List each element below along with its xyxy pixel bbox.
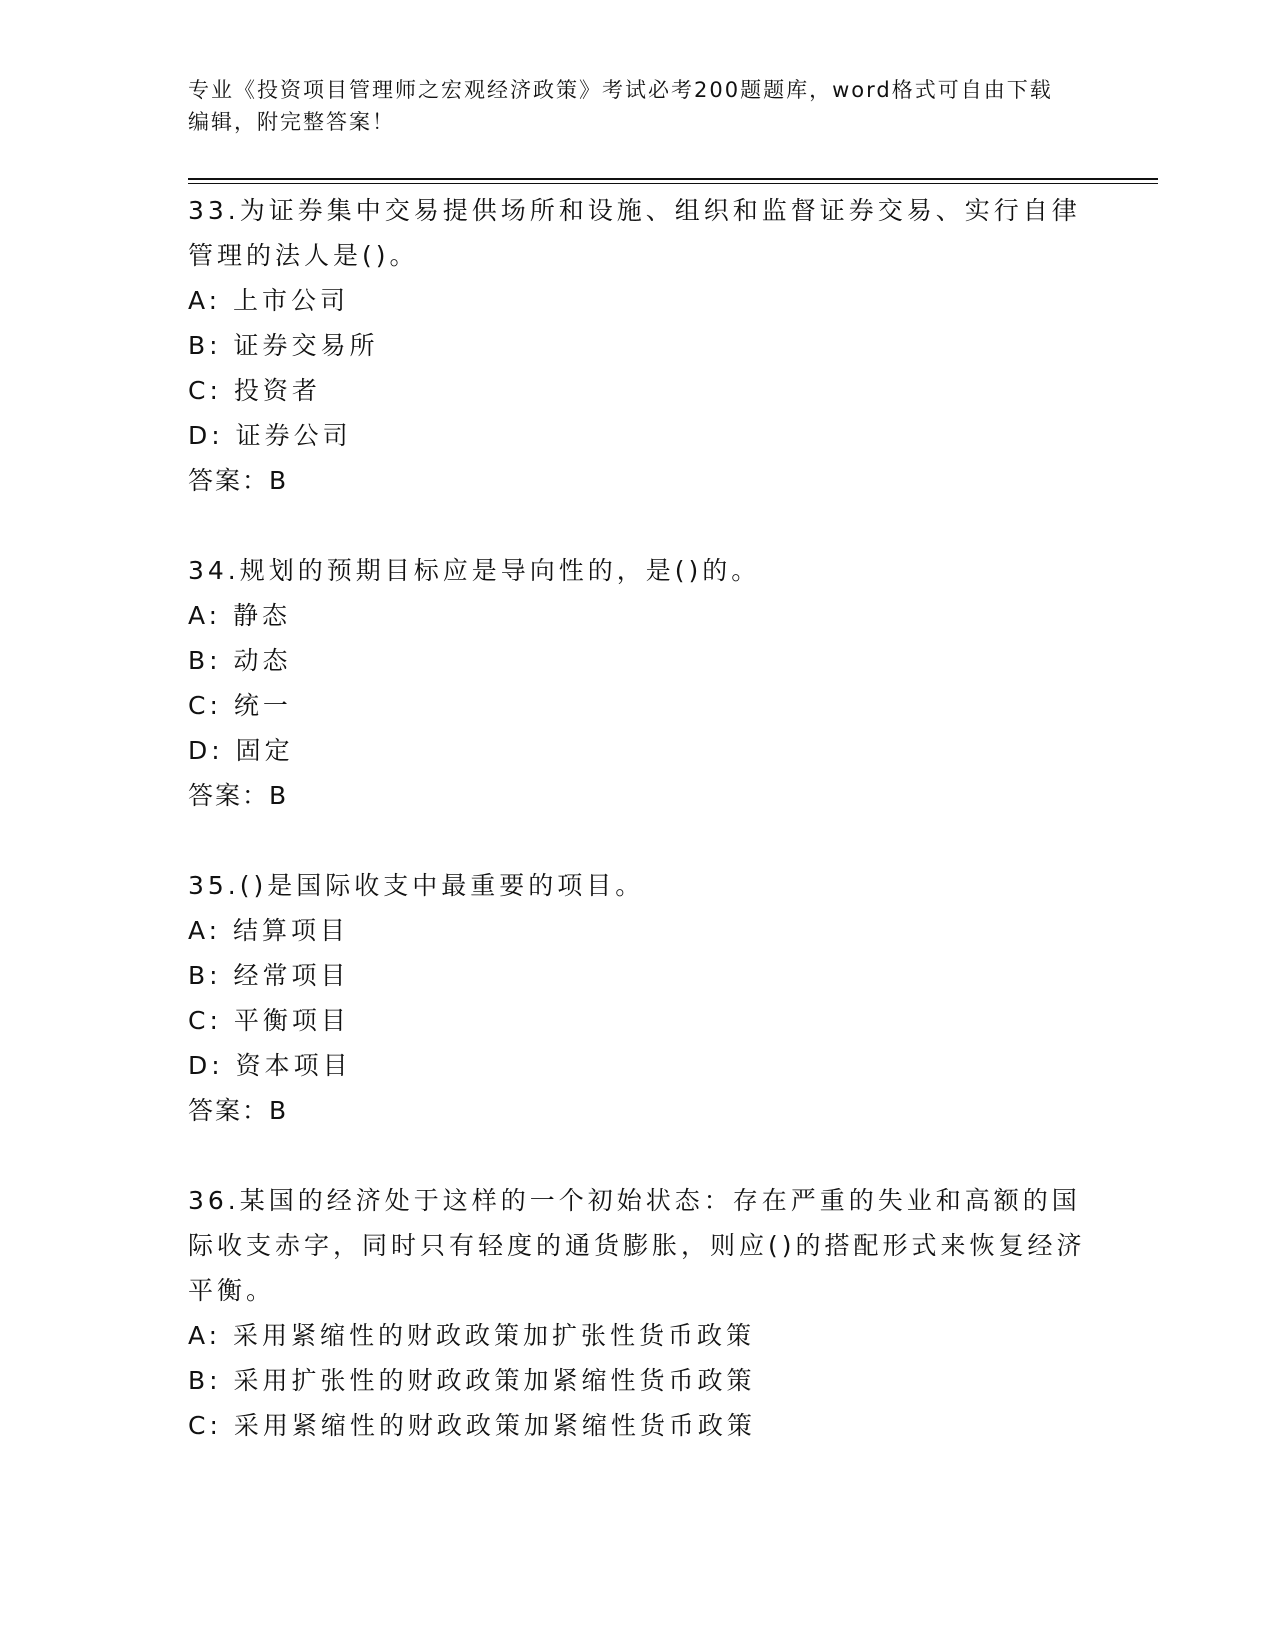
- option-b: B: 动态: [188, 646, 292, 675]
- answer-line: 答案：B: [188, 1096, 289, 1125]
- option-a: A: 上市公司: [188, 286, 350, 315]
- question-33: [188, 188, 1088, 503]
- answer-line: 答案：B: [188, 466, 289, 495]
- option-c: C: 平衡项目: [188, 1006, 350, 1035]
- question-36: [188, 1178, 1088, 1448]
- question-34: [188, 548, 1088, 818]
- question-stem: 35.()是国际收支中最重要的项目。: [188, 871, 645, 900]
- question-list: [188, 188, 1088, 1493]
- option-b: B: 经常项目: [188, 961, 350, 990]
- answer-line: 答案：B: [188, 781, 289, 810]
- option-b: B: 证券交易所: [188, 331, 379, 360]
- option-c: C: 采用紧缩性的财政政策加紧缩性货币政策: [188, 1411, 756, 1440]
- option-c: C: 统一: [188, 691, 292, 720]
- option-d: D: 资本项目: [188, 1051, 352, 1080]
- question-stem: 33.为证券集中交易提供场所和设施、组织和监督证券交易、实行自律管理的法人是()。: [188, 196, 1081, 270]
- question-stem: 34.规划的预期目标应是导向性的，是()的。: [188, 556, 761, 585]
- header-divider-thick: [188, 178, 1158, 180]
- option-a: A: 结算项目: [188, 916, 350, 945]
- option-d: D: 固定: [188, 736, 294, 765]
- option-c: C: 投资者: [188, 376, 321, 405]
- header-divider-thin: [188, 183, 1158, 184]
- document-header: 专业《投资项目管理师之宏观经济政策》考试必考200题题库，word格式可自由下载编辑，附完整答案！: [188, 78, 1053, 134]
- option-a: A: 采用紧缩性的财政政策加扩张性货币政策: [188, 1321, 756, 1350]
- option-b: B: 采用扩张性的财政政策加紧缩性货币政策: [188, 1366, 756, 1395]
- question-stem: 36.某国的经济处于这样的一个初始状态：存在严重的失业和高额的国际收支赤字，同时只有轻度的通货膨胀，则应()的搭配形式来恢复经济平衡。: [188, 1186, 1086, 1305]
- option-a: A: 静态: [188, 601, 292, 630]
- option-d: D: 证券公司: [188, 421, 352, 450]
- question-35: [188, 863, 1088, 1133]
